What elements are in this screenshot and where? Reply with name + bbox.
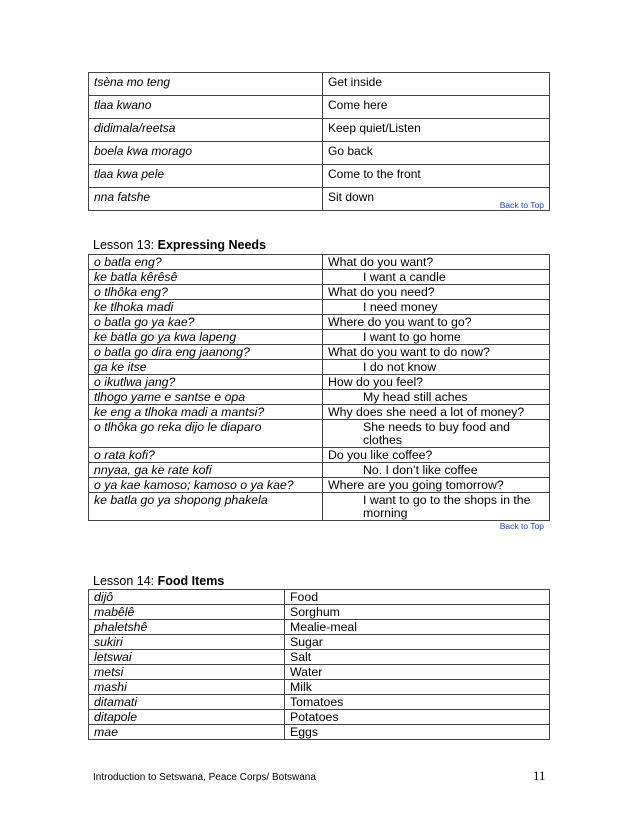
setswana-phrase: mae xyxy=(89,725,285,740)
english-translation: Do you like coffee? xyxy=(323,448,550,463)
table-row xyxy=(89,620,550,635)
setswana-phrase: mabêlê xyxy=(89,605,285,620)
table-row xyxy=(89,478,550,493)
english-translation: I want to go home xyxy=(323,330,550,345)
english-translation: I want a candle xyxy=(323,270,550,285)
table-row xyxy=(89,73,550,96)
setswana-phrase: phaletshê xyxy=(89,620,285,635)
english-translation: Mealie-meal xyxy=(285,620,550,635)
table-row xyxy=(89,405,550,420)
english-translation: Sit down xyxy=(323,188,550,211)
english-translation: No. I don’t like coffee xyxy=(323,463,550,478)
setswana-phrase: ke batla kêrêsê xyxy=(89,270,323,285)
commands-table xyxy=(88,72,550,211)
setswana-phrase: o ikutlwa jang? xyxy=(89,375,323,390)
table-row xyxy=(89,725,550,740)
table-row xyxy=(89,375,550,390)
table-row xyxy=(89,119,550,142)
setswana-phrase: o batla eng? xyxy=(89,255,323,270)
setswana-phrase: didimala/reetsa xyxy=(89,119,323,142)
lesson-14-title: Food Items xyxy=(157,574,225,588)
english-translation: Why does she need a lot of money? xyxy=(323,405,550,420)
table-row xyxy=(89,605,550,620)
table-row xyxy=(89,463,550,478)
setswana-phrase: ke batla go ya shopong phakela xyxy=(89,493,323,521)
table-row xyxy=(89,665,550,680)
table-row xyxy=(89,360,550,375)
setswana-phrase: ke batla go ya kwa lapeng xyxy=(89,330,323,345)
lesson-13-heading xyxy=(93,238,266,252)
lesson-14-prefix: Lesson 14: xyxy=(93,574,158,588)
table-row xyxy=(89,96,550,119)
setswana-phrase: boela kwa morago xyxy=(89,142,323,165)
table-row xyxy=(89,165,550,188)
setswana-phrase: tlaa kwa pele xyxy=(89,165,323,188)
table-row xyxy=(89,345,550,360)
table-row xyxy=(89,590,550,605)
table-row xyxy=(89,710,550,725)
table-row xyxy=(89,255,550,270)
english-translation: Where are you going tomorrow? xyxy=(323,478,550,493)
setswana-phrase: o ya kae kamoso; kamoso o ya kae? xyxy=(89,478,323,493)
english-translation: Salt xyxy=(285,650,550,665)
setswana-phrase: tsèna mo teng xyxy=(89,73,323,96)
table-row xyxy=(89,695,550,710)
setswana-phrase: mashi xyxy=(89,680,285,695)
english-translation: I want to go to the shops in the morning xyxy=(323,493,550,521)
setswana-phrase: nnyaa, ga ke rate kofi xyxy=(89,463,323,478)
table-row xyxy=(89,420,550,448)
english-translation: What do you want to do now? xyxy=(323,345,550,360)
english-translation: Come here xyxy=(323,96,550,119)
setswana-phrase: letswai xyxy=(89,650,285,665)
setswana-phrase: tlhogo yame e santse e opa xyxy=(89,390,323,405)
english-translation: Eggs xyxy=(285,725,550,740)
setswana-phrase: metsi xyxy=(89,665,285,680)
setswana-phrase: ditapole xyxy=(89,710,285,725)
lesson-13-title: Expressing Needs xyxy=(157,238,267,252)
back-to-top-link[interactable]: Back to Top xyxy=(499,521,544,531)
table-row xyxy=(89,315,550,330)
setswana-phrase: o batla go ya kae? xyxy=(89,315,323,330)
setswana-phrase: ke eng a tlhoka madi a mantsi? xyxy=(89,405,323,420)
setswana-phrase: sukiri xyxy=(89,635,285,650)
table-row xyxy=(89,493,550,521)
table-row xyxy=(89,270,550,285)
english-translation: Milk xyxy=(285,680,550,695)
english-translation: Food xyxy=(285,590,550,605)
english-translation: Get inside xyxy=(323,73,550,96)
table-row xyxy=(89,142,550,165)
english-translation: Go back xyxy=(323,142,550,165)
setswana-phrase: ditamati xyxy=(89,695,285,710)
english-translation: Potatoes xyxy=(285,710,550,725)
setswana-phrase: o tlhôka go reka dijo le diaparo xyxy=(89,420,323,448)
table-row xyxy=(89,330,550,345)
table-row xyxy=(89,188,550,211)
english-translation: I need money xyxy=(323,300,550,315)
english-translation: Sorghum xyxy=(285,605,550,620)
english-translation: Water xyxy=(285,665,550,680)
page-footer: Introduction to Setswana, Peace Corps/ Botswana xyxy=(93,772,316,783)
english-translation: What do you need? xyxy=(323,285,550,300)
english-translation: Come to the front xyxy=(323,165,550,188)
english-translation: She needs to buy food and clothes xyxy=(323,420,550,448)
english-translation: How do you feel? xyxy=(323,375,550,390)
table-row xyxy=(89,650,550,665)
english-translation: Keep quiet/Listen xyxy=(323,119,550,142)
expressing-needs-table xyxy=(88,254,550,521)
table-row xyxy=(89,680,550,695)
setswana-phrase: ke tlhoka madi xyxy=(89,300,323,315)
setswana-phrase: o tlhôka eng? xyxy=(89,285,323,300)
page-number: 11 xyxy=(533,768,546,783)
setswana-phrase: tlaa kwano xyxy=(89,96,323,119)
setswana-phrase: o rata kofi? xyxy=(89,448,323,463)
table-row xyxy=(89,390,550,405)
english-translation: Tomatoes xyxy=(285,695,550,710)
lesson-13-prefix: Lesson 13: xyxy=(93,238,158,252)
english-translation: Where do you want to go? xyxy=(323,315,550,330)
setswana-phrase: o batla go dira eng jaanong? xyxy=(89,345,323,360)
english-translation: My head still aches xyxy=(323,390,550,405)
table-row xyxy=(89,448,550,463)
back-to-top-link[interactable]: Back to Top xyxy=(499,200,544,210)
english-translation: Sugar xyxy=(285,635,550,650)
food-items-table xyxy=(88,589,550,740)
lesson-14-heading xyxy=(93,574,224,588)
setswana-phrase: nna fatshe xyxy=(89,188,323,211)
setswana-phrase: dijô xyxy=(89,590,285,605)
english-translation: What do you want? xyxy=(323,255,550,270)
table-row xyxy=(89,635,550,650)
english-translation: I do not know xyxy=(323,360,550,375)
table-row xyxy=(89,300,550,315)
table-row xyxy=(89,285,550,300)
setswana-phrase: ga ke itse xyxy=(89,360,323,375)
